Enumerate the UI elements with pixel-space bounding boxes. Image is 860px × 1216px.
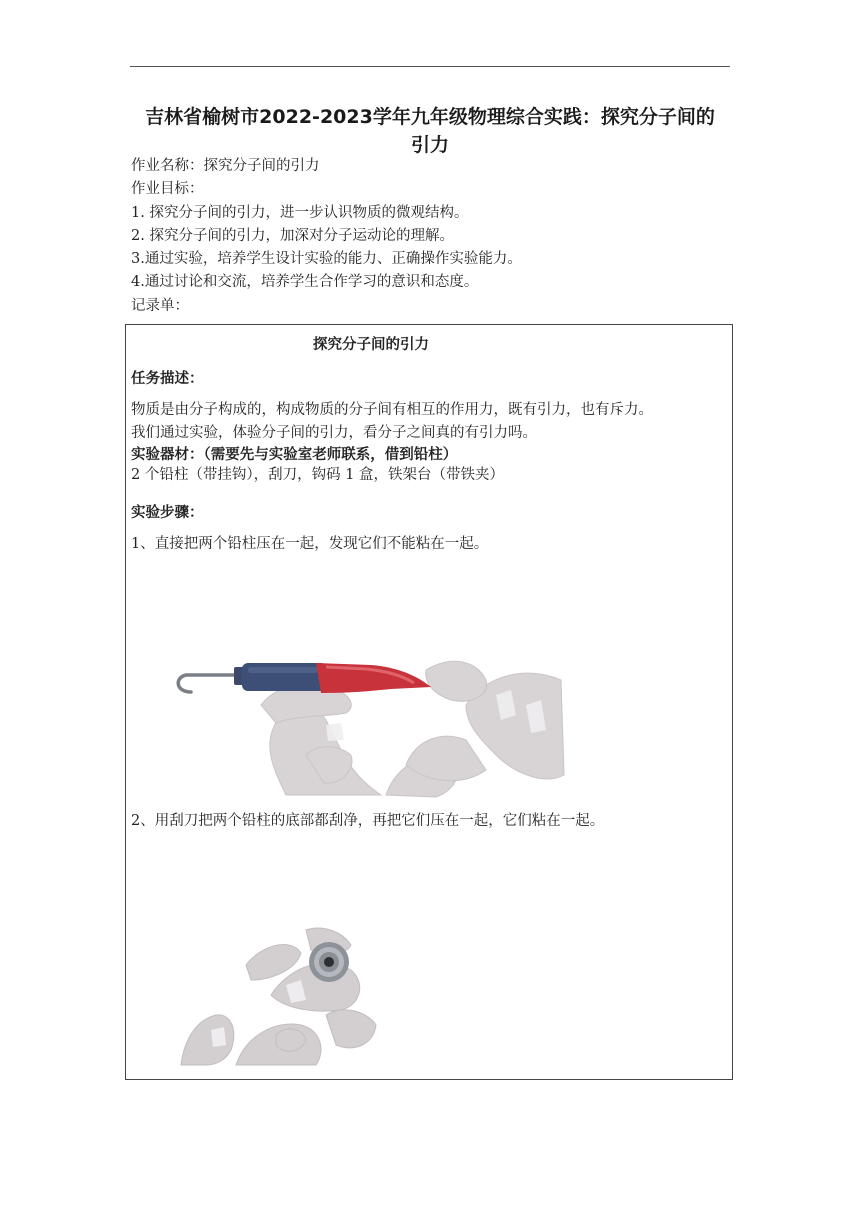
intro-section xyxy=(131,155,731,318)
materials-text: 2 个铅柱（带挂钩），刮刀，钩码 1 盒，铁架台（带铁夹） xyxy=(131,467,505,483)
header-rule xyxy=(130,66,730,67)
goal-1: 1. 探究分子间的引力，进一步认识物质的微观结构。 xyxy=(131,204,469,221)
task-line-1: 物质是由分子构成的，构成物质的分子间有相互的作用力，既有引力，也有斥力。 xyxy=(131,402,653,418)
step-1-text: 1、直接把两个铅柱压在一起，发现它们不能粘在一起。 xyxy=(131,536,489,552)
assignment-name: 作业名称：探究分子间的引力 xyxy=(131,158,320,174)
document-title: 吉林省榆树市2022-2023学年九年级物理综合实践：探究分子间的 引力 xyxy=(145,106,715,156)
task-heading: 任务描述： xyxy=(131,371,204,387)
record-title: 探究分子间的引力 xyxy=(313,337,429,353)
lead-cylinder-photo-1 xyxy=(166,645,566,800)
goal-2: 2. 探究分子间的引力，加深对分子运动论的理解。 xyxy=(131,227,454,244)
materials-heading: 实验器材：（需要先与实验室老师联系，借到铅柱） xyxy=(131,447,458,463)
record-sheet-table xyxy=(125,324,733,1080)
task-description xyxy=(131,399,731,445)
record-label: 记录单： xyxy=(131,297,189,314)
task-line-2: 我们通过实验，体验分子间的引力，看分子之间真的有引力吗。 xyxy=(131,425,537,441)
goals-label: 作业目标： xyxy=(131,181,204,198)
goal-3: 3.通过实验，培养学生设计实验的能力、正确操作实验能力。 xyxy=(131,251,522,268)
steps-heading: 实验步骤： xyxy=(131,505,204,521)
step-2-text: 2、用刮刀把两个铅柱的底部都刮净，再把它们压在一起，它们粘在一起。 xyxy=(131,813,605,829)
lead-cylinder-photo-2 xyxy=(176,925,386,1070)
goal-4: 4.通过讨论和交流，培养学生合作学习的意识和态度。 xyxy=(131,274,479,291)
